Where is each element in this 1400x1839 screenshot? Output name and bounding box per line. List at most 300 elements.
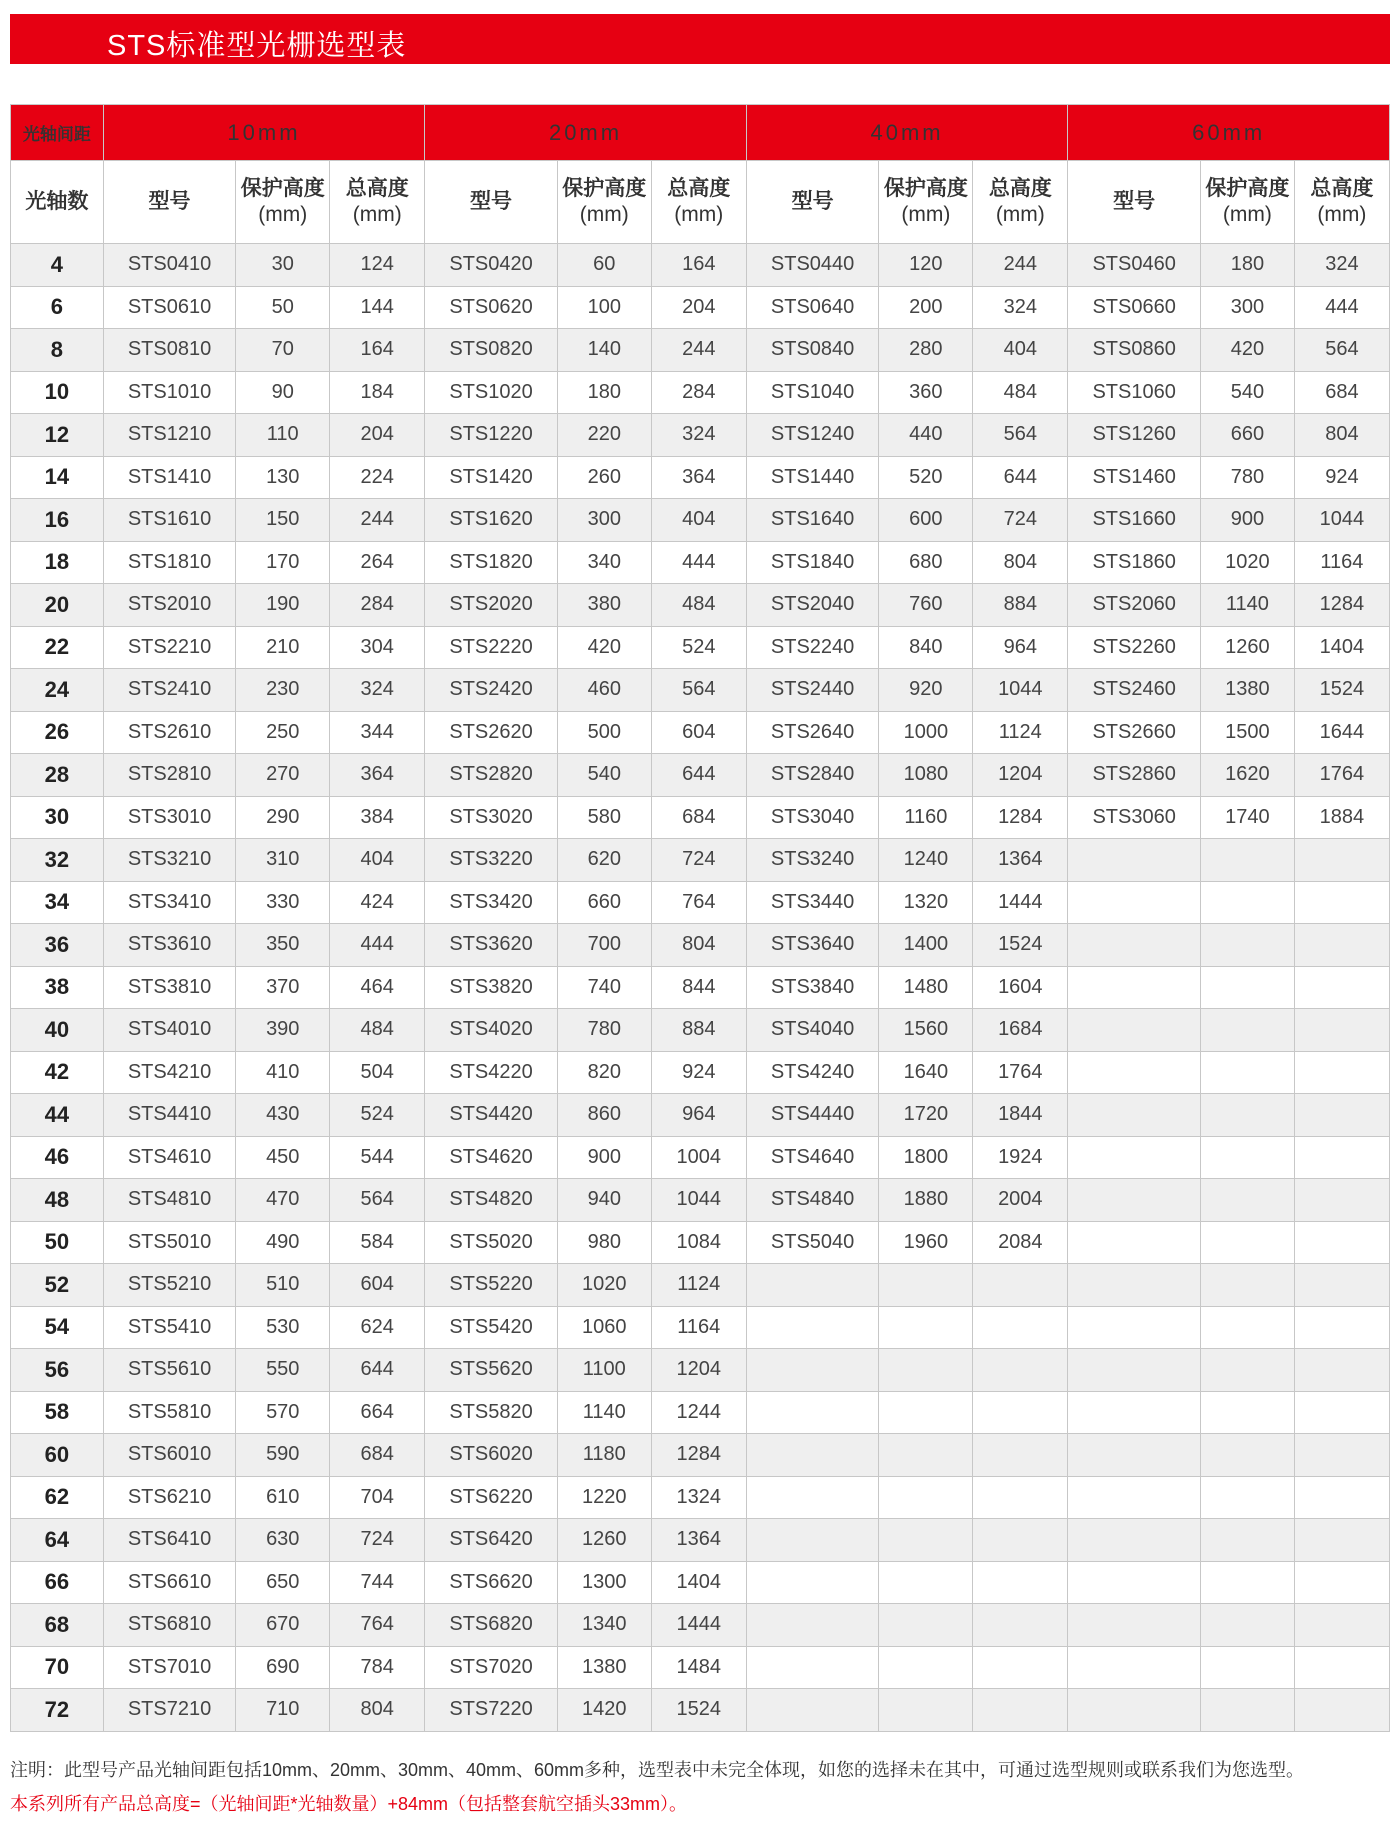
axis-count-cell: 50 bbox=[11, 1221, 104, 1264]
model-cell: STS5620 bbox=[425, 1349, 558, 1392]
total-height-cell: 684 bbox=[1294, 371, 1389, 414]
total-height-cell: 1524 bbox=[973, 924, 1068, 967]
total-height-cell: 284 bbox=[651, 371, 746, 414]
total-height-cell: 204 bbox=[651, 286, 746, 329]
protect-height-cell bbox=[1200, 1604, 1294, 1647]
page-title: STS标准型光栅选型表 bbox=[107, 30, 407, 62]
total-height-cell: 1284 bbox=[651, 1434, 746, 1477]
total-height-cell: 1364 bbox=[651, 1519, 746, 1562]
axis-count-cell: 22 bbox=[11, 626, 104, 669]
model-cell: STS5420 bbox=[425, 1306, 558, 1349]
model-cell: STS2810 bbox=[103, 754, 236, 797]
axis-count-cell: 38 bbox=[11, 966, 104, 1009]
total-height-cell: 804 bbox=[330, 1689, 425, 1732]
protect-height-cell bbox=[879, 1391, 973, 1434]
total-height-cell: 164 bbox=[651, 244, 746, 287]
model-cell: STS2640 bbox=[746, 711, 879, 754]
protect-height-header bbox=[879, 161, 973, 244]
axis-count-cell: 70 bbox=[11, 1646, 104, 1689]
total-height-cell: 1284 bbox=[1294, 584, 1389, 627]
unit-label: (mm) bbox=[1222, 203, 1272, 226]
total-height-cell: 964 bbox=[651, 1094, 746, 1137]
protect-height-cell: 120 bbox=[879, 244, 973, 287]
protect-height-cell: 1640 bbox=[879, 1051, 973, 1094]
protect-height-cell: 190 bbox=[236, 584, 330, 627]
model-cell: STS3440 bbox=[746, 881, 879, 924]
total-height-cell: 1084 bbox=[651, 1221, 746, 1264]
axis-count-cell: 18 bbox=[11, 541, 104, 584]
table-row bbox=[11, 754, 1390, 797]
axis-count-cell: 40 bbox=[11, 1009, 104, 1052]
table-row bbox=[11, 1136, 1390, 1179]
axis-count-cell: 60 bbox=[11, 1434, 104, 1477]
total-height-cell: 1204 bbox=[651, 1349, 746, 1392]
model-cell: STS3420 bbox=[425, 881, 558, 924]
model-cell: STS7220 bbox=[425, 1689, 558, 1732]
model-cell: STS1620 bbox=[425, 499, 558, 542]
model-cell: STS4410 bbox=[103, 1094, 236, 1137]
total-height-cell bbox=[973, 1349, 1068, 1392]
spacing-header-row bbox=[11, 105, 1390, 161]
model-cell bbox=[1068, 1264, 1201, 1307]
protect-height-cell bbox=[1200, 881, 1294, 924]
protect-height-header bbox=[557, 161, 651, 244]
model-cell: STS6420 bbox=[425, 1519, 558, 1562]
protect-height-cell: 1020 bbox=[1200, 541, 1294, 584]
protect-height-cell: 630 bbox=[236, 1519, 330, 1562]
total-height-cell: 524 bbox=[330, 1094, 425, 1137]
total-height-cell: 444 bbox=[1294, 286, 1389, 329]
protect-height-cell bbox=[1200, 1094, 1294, 1137]
total-height-cell: 1404 bbox=[651, 1561, 746, 1604]
table-row bbox=[11, 1349, 1390, 1392]
model-cell: STS6210 bbox=[103, 1476, 236, 1519]
column-header-row bbox=[11, 161, 1390, 244]
table-row bbox=[11, 499, 1390, 542]
total-height-cell bbox=[1294, 1519, 1389, 1562]
table-row bbox=[11, 456, 1390, 499]
model-cell: STS2420 bbox=[425, 669, 558, 712]
model-cell: STS6410 bbox=[103, 1519, 236, 1562]
model-cell: STS1460 bbox=[1068, 456, 1201, 499]
model-cell: STS2260 bbox=[1068, 626, 1201, 669]
total-height-cell bbox=[1294, 1476, 1389, 1519]
model-cell: STS4810 bbox=[103, 1179, 236, 1222]
table-row bbox=[11, 1391, 1390, 1434]
model-cell: STS1410 bbox=[103, 456, 236, 499]
table-row bbox=[11, 1646, 1390, 1689]
table-row bbox=[11, 1179, 1390, 1222]
total-height-cell: 744 bbox=[330, 1561, 425, 1604]
model-cell: STS2460 bbox=[1068, 669, 1201, 712]
model-cell bbox=[1068, 1221, 1201, 1264]
model-cell: STS3840 bbox=[746, 966, 879, 1009]
model-cell: STS4840 bbox=[746, 1179, 879, 1222]
model-cell bbox=[1068, 1009, 1201, 1052]
model-cell: STS1840 bbox=[746, 541, 879, 584]
total-height-cell: 804 bbox=[973, 541, 1068, 584]
total-height-cell: 444 bbox=[330, 924, 425, 967]
protect-height-cell: 1500 bbox=[1200, 711, 1294, 754]
total-height-cell: 604 bbox=[330, 1264, 425, 1307]
protect-height-header bbox=[1200, 161, 1294, 244]
model-cell: STS6010 bbox=[103, 1434, 236, 1477]
model-cell: STS5040 bbox=[746, 1221, 879, 1264]
axis-count-cell: 14 bbox=[11, 456, 104, 499]
total-height-cell bbox=[1294, 839, 1389, 882]
total-height-cell: 324 bbox=[651, 414, 746, 457]
model-cell: STS5410 bbox=[103, 1306, 236, 1349]
model-cell: STS4210 bbox=[103, 1051, 236, 1094]
protect-height-cell: 680 bbox=[879, 541, 973, 584]
total-height-cell: 1284 bbox=[973, 796, 1068, 839]
model-cell: STS1660 bbox=[1068, 499, 1201, 542]
total-height-cell: 1124 bbox=[973, 711, 1068, 754]
total-height-cell bbox=[1294, 1434, 1389, 1477]
total-height-cell: 804 bbox=[1294, 414, 1389, 457]
total-height-header bbox=[651, 161, 746, 244]
model-cell: STS0840 bbox=[746, 329, 879, 372]
model-cell: STS1640 bbox=[746, 499, 879, 542]
protect-height-cell bbox=[1200, 1051, 1294, 1094]
axis-count-cell: 26 bbox=[11, 711, 104, 754]
table-row bbox=[11, 626, 1390, 669]
total-height-cell: 1444 bbox=[651, 1604, 746, 1647]
total-height-cell: 1764 bbox=[1294, 754, 1389, 797]
unit-label: (mm) bbox=[579, 203, 629, 226]
table-row bbox=[11, 1306, 1390, 1349]
protect-height-cell: 1300 bbox=[557, 1561, 651, 1604]
model-cell: STS2820 bbox=[425, 754, 558, 797]
total-height-cell bbox=[1294, 1391, 1389, 1434]
total-height-cell: 1764 bbox=[973, 1051, 1068, 1094]
total-height-cell: 404 bbox=[973, 329, 1068, 372]
protect-height-cell: 900 bbox=[557, 1136, 651, 1179]
protect-height-cell: 330 bbox=[236, 881, 330, 924]
protect-height-cell: 350 bbox=[236, 924, 330, 967]
protect-height-cell: 390 bbox=[236, 1009, 330, 1052]
total-height-cell: 764 bbox=[330, 1604, 425, 1647]
total-height-cell bbox=[1294, 1689, 1389, 1732]
total-height-cell: 244 bbox=[330, 499, 425, 542]
model-cell bbox=[746, 1689, 879, 1732]
protect-height-cell bbox=[1200, 924, 1294, 967]
axis-count-cell: 12 bbox=[11, 414, 104, 457]
total-height-cell: 1684 bbox=[973, 1009, 1068, 1052]
protect-height-cell: 140 bbox=[557, 329, 651, 372]
model-cell: STS4640 bbox=[746, 1136, 879, 1179]
protect-height-cell: 980 bbox=[557, 1221, 651, 1264]
model-cell: STS2620 bbox=[425, 711, 558, 754]
total-height-header bbox=[1294, 161, 1389, 244]
protect-height-cell bbox=[879, 1349, 973, 1392]
model-cell: STS0820 bbox=[425, 329, 558, 372]
table-row bbox=[11, 1009, 1390, 1052]
total-height-cell: 524 bbox=[651, 626, 746, 669]
total-height-cell: 804 bbox=[651, 924, 746, 967]
table-row bbox=[11, 329, 1390, 372]
protect-height-cell: 300 bbox=[1200, 286, 1294, 329]
model-cell: STS2210 bbox=[103, 626, 236, 669]
protect-height-cell: 1960 bbox=[879, 1221, 973, 1264]
total-height-cell: 2004 bbox=[973, 1179, 1068, 1222]
total-height-header bbox=[330, 161, 425, 244]
protect-height-cell: 220 bbox=[557, 414, 651, 457]
model-cell: STS1240 bbox=[746, 414, 879, 457]
total-height-cell bbox=[1294, 1051, 1389, 1094]
model-cell: STS1010 bbox=[103, 371, 236, 414]
model-cell: STS1820 bbox=[425, 541, 558, 584]
protect-height-cell: 1380 bbox=[1200, 669, 1294, 712]
total-height-header-label: 总高度 bbox=[988, 177, 1052, 200]
note-spacing: 注明：此型号产品光轴间距包括10mm、20mm、30mm、40mm、60mm多种，选型表中未完全体现，如您的选择未在其中，可通过选型规则或联系我们为您选型。 bbox=[10, 1760, 1305, 1780]
model-cell: STS4240 bbox=[746, 1051, 879, 1094]
total-height-cell: 204 bbox=[330, 414, 425, 457]
protect-height-cell bbox=[879, 1519, 973, 1562]
model-cell: STS4420 bbox=[425, 1094, 558, 1137]
protect-height-cell: 1020 bbox=[557, 1264, 651, 1307]
total-height-cell: 404 bbox=[330, 839, 425, 882]
total-height-cell bbox=[1294, 881, 1389, 924]
protect-height-cell: 290 bbox=[236, 796, 330, 839]
protect-height-cell: 260 bbox=[557, 456, 651, 499]
total-height-cell: 124 bbox=[330, 244, 425, 287]
protect-height-cell: 620 bbox=[557, 839, 651, 882]
protect-height-cell: 110 bbox=[236, 414, 330, 457]
total-height-cell: 264 bbox=[330, 541, 425, 584]
total-height-cell bbox=[973, 1561, 1068, 1604]
protect-height-cell bbox=[1200, 1349, 1294, 1392]
total-height-cell: 504 bbox=[330, 1051, 425, 1094]
total-height-cell: 2084 bbox=[973, 1221, 1068, 1264]
total-height-cell: 724 bbox=[973, 499, 1068, 542]
protect-height-cell: 200 bbox=[879, 286, 973, 329]
protect-height-cell: 580 bbox=[557, 796, 651, 839]
protect-height-cell: 250 bbox=[236, 711, 330, 754]
total-height-cell: 1124 bbox=[651, 1264, 746, 1307]
axis-count-cell: 42 bbox=[11, 1051, 104, 1094]
total-height-cell bbox=[1294, 1646, 1389, 1689]
protect-height-cell: 180 bbox=[557, 371, 651, 414]
model-cell: STS6220 bbox=[425, 1476, 558, 1519]
model-cell: STS1260 bbox=[1068, 414, 1201, 457]
total-height-cell: 444 bbox=[651, 541, 746, 584]
model-cell: STS0640 bbox=[746, 286, 879, 329]
protect-height-cell bbox=[879, 1434, 973, 1477]
protect-height-header-label: 保护高度 bbox=[562, 177, 647, 200]
model-cell: STS7210 bbox=[103, 1689, 236, 1732]
protect-height-header-label: 保护高度 bbox=[883, 177, 968, 200]
model-cell bbox=[1068, 1519, 1201, 1562]
axis-count-cell: 48 bbox=[11, 1179, 104, 1222]
protect-height-cell: 1140 bbox=[557, 1391, 651, 1434]
table-row bbox=[11, 244, 1390, 287]
total-height-cell: 384 bbox=[330, 796, 425, 839]
axis-count-cell: 58 bbox=[11, 1391, 104, 1434]
model-cell bbox=[746, 1434, 879, 1477]
total-height-cell: 884 bbox=[973, 584, 1068, 627]
protect-height-cell: 100 bbox=[557, 286, 651, 329]
protect-height-cell: 470 bbox=[236, 1179, 330, 1222]
model-cell: STS3610 bbox=[103, 924, 236, 967]
model-cell: STS4440 bbox=[746, 1094, 879, 1137]
protect-height-cell bbox=[879, 1604, 973, 1647]
protect-height-cell: 1720 bbox=[879, 1094, 973, 1137]
protect-height-cell bbox=[1200, 1434, 1294, 1477]
model-cell bbox=[746, 1476, 879, 1519]
model-cell bbox=[1068, 1561, 1201, 1604]
model-cell: STS2040 bbox=[746, 584, 879, 627]
total-height-cell: 1164 bbox=[1294, 541, 1389, 584]
unit-label: (mm) bbox=[674, 203, 724, 226]
protect-height-cell: 430 bbox=[236, 1094, 330, 1137]
protect-height-cell: 590 bbox=[236, 1434, 330, 1477]
total-height-cell: 924 bbox=[1294, 456, 1389, 499]
model-cell: STS3210 bbox=[103, 839, 236, 882]
total-height-cell bbox=[973, 1306, 1068, 1349]
protect-height-cell: 420 bbox=[1200, 329, 1294, 372]
model-cell: STS1210 bbox=[103, 414, 236, 457]
protect-height-cell: 500 bbox=[557, 711, 651, 754]
model-header: 型号 bbox=[103, 161, 236, 244]
total-height-cell bbox=[973, 1604, 1068, 1647]
total-height-cell: 604 bbox=[651, 711, 746, 754]
axis-count-cell: 28 bbox=[11, 754, 104, 797]
spacing-header-10mm: 10mm bbox=[103, 105, 425, 161]
protect-height-cell: 650 bbox=[236, 1561, 330, 1604]
table-row bbox=[11, 1604, 1390, 1647]
model-cell: STS2610 bbox=[103, 711, 236, 754]
model-cell: STS2240 bbox=[746, 626, 879, 669]
model-cell: STS2840 bbox=[746, 754, 879, 797]
model-cell: STS3240 bbox=[746, 839, 879, 882]
total-height-cell: 1044 bbox=[651, 1179, 746, 1222]
axis-count-cell: 52 bbox=[11, 1264, 104, 1307]
total-height-cell bbox=[1294, 1264, 1389, 1307]
spacing-header-40mm: 40mm bbox=[746, 105, 1068, 161]
table-row bbox=[11, 1094, 1390, 1137]
model-cell: STS1810 bbox=[103, 541, 236, 584]
model-cell: STS2020 bbox=[425, 584, 558, 627]
unit-label: (mm) bbox=[1317, 203, 1367, 226]
protect-height-cell: 1560 bbox=[879, 1009, 973, 1052]
model-cell: STS2220 bbox=[425, 626, 558, 669]
total-height-cell: 324 bbox=[973, 286, 1068, 329]
protect-height-cell: 570 bbox=[236, 1391, 330, 1434]
total-height-header bbox=[973, 161, 1068, 244]
model-cell: STS3620 bbox=[425, 924, 558, 967]
total-height-cell: 1524 bbox=[651, 1689, 746, 1732]
protect-height-cell: 1100 bbox=[557, 1349, 651, 1392]
protect-height-cell: 860 bbox=[557, 1094, 651, 1137]
table-row bbox=[11, 1434, 1390, 1477]
axis-count-cell: 62 bbox=[11, 1476, 104, 1519]
protect-height-cell: 540 bbox=[1200, 371, 1294, 414]
model-cell bbox=[746, 1391, 879, 1434]
total-height-cell bbox=[1294, 924, 1389, 967]
total-height-header-label: 总高度 bbox=[345, 177, 409, 200]
model-cell: STS6810 bbox=[103, 1604, 236, 1647]
protect-height-cell: 1260 bbox=[1200, 626, 1294, 669]
table-row bbox=[11, 286, 1390, 329]
protect-height-cell bbox=[1200, 1519, 1294, 1562]
total-height-cell: 884 bbox=[651, 1009, 746, 1052]
protect-height-cell: 510 bbox=[236, 1264, 330, 1307]
total-height-cell: 1844 bbox=[973, 1094, 1068, 1137]
title-bar bbox=[10, 14, 1390, 64]
protect-height-cell: 920 bbox=[879, 669, 973, 712]
model-cell bbox=[1068, 1136, 1201, 1179]
table-row bbox=[11, 881, 1390, 924]
model-cell: STS4610 bbox=[103, 1136, 236, 1179]
protect-height-cell: 740 bbox=[557, 966, 651, 1009]
table-row bbox=[11, 1221, 1390, 1264]
protect-height-cell: 310 bbox=[236, 839, 330, 882]
protect-height-cell: 1800 bbox=[879, 1136, 973, 1179]
model-cell: STS6020 bbox=[425, 1434, 558, 1477]
unit-label: (mm) bbox=[258, 203, 308, 226]
protect-height-cell: 1480 bbox=[879, 966, 973, 1009]
model-cell: STS0610 bbox=[103, 286, 236, 329]
protect-height-cell: 1080 bbox=[879, 754, 973, 797]
model-cell: STS3020 bbox=[425, 796, 558, 839]
protect-height-cell: 1320 bbox=[879, 881, 973, 924]
model-cell: STS5010 bbox=[103, 1221, 236, 1264]
protect-height-cell: 550 bbox=[236, 1349, 330, 1392]
total-height-cell: 644 bbox=[973, 456, 1068, 499]
model-cell: STS4620 bbox=[425, 1136, 558, 1179]
axis-count-cell: 6 bbox=[11, 286, 104, 329]
protect-height-cell: 520 bbox=[879, 456, 973, 499]
model-cell: STS5220 bbox=[425, 1264, 558, 1307]
protect-height-cell bbox=[1200, 1306, 1294, 1349]
table-row bbox=[11, 1561, 1390, 1604]
total-height-cell: 324 bbox=[330, 669, 425, 712]
total-height-cell: 364 bbox=[651, 456, 746, 499]
axis-count-cell: 4 bbox=[11, 244, 104, 287]
total-height-cell: 684 bbox=[651, 796, 746, 839]
model-cell bbox=[1068, 1179, 1201, 1222]
model-cell bbox=[1068, 881, 1201, 924]
unit-label: (mm) bbox=[995, 203, 1045, 226]
protect-height-cell bbox=[1200, 1391, 1294, 1434]
protect-height-cell: 340 bbox=[557, 541, 651, 584]
model-cell: STS4020 bbox=[425, 1009, 558, 1052]
table-row bbox=[11, 1476, 1390, 1519]
axis-count-cell: 44 bbox=[11, 1094, 104, 1137]
protect-height-cell: 1620 bbox=[1200, 754, 1294, 797]
protect-height-cell: 530 bbox=[236, 1306, 330, 1349]
model-cell: STS6610 bbox=[103, 1561, 236, 1604]
table-row bbox=[11, 414, 1390, 457]
unit-label: (mm) bbox=[352, 203, 402, 226]
axis-count-cell: 56 bbox=[11, 1349, 104, 1392]
model-cell: STS2660 bbox=[1068, 711, 1201, 754]
model-cell: STS2060 bbox=[1068, 584, 1201, 627]
total-height-cell: 1644 bbox=[1294, 711, 1389, 754]
axis-count-cell: 68 bbox=[11, 1604, 104, 1647]
total-height-cell: 304 bbox=[330, 626, 425, 669]
protect-height-cell bbox=[1200, 1179, 1294, 1222]
protect-height-cell: 170 bbox=[236, 541, 330, 584]
total-height-cell: 724 bbox=[330, 1519, 425, 1562]
model-cell: STS5810 bbox=[103, 1391, 236, 1434]
model-cell bbox=[1068, 839, 1201, 882]
model-header: 型号 bbox=[1068, 161, 1201, 244]
total-height-cell: 424 bbox=[330, 881, 425, 924]
table-row bbox=[11, 371, 1390, 414]
protect-height-cell: 660 bbox=[557, 881, 651, 924]
